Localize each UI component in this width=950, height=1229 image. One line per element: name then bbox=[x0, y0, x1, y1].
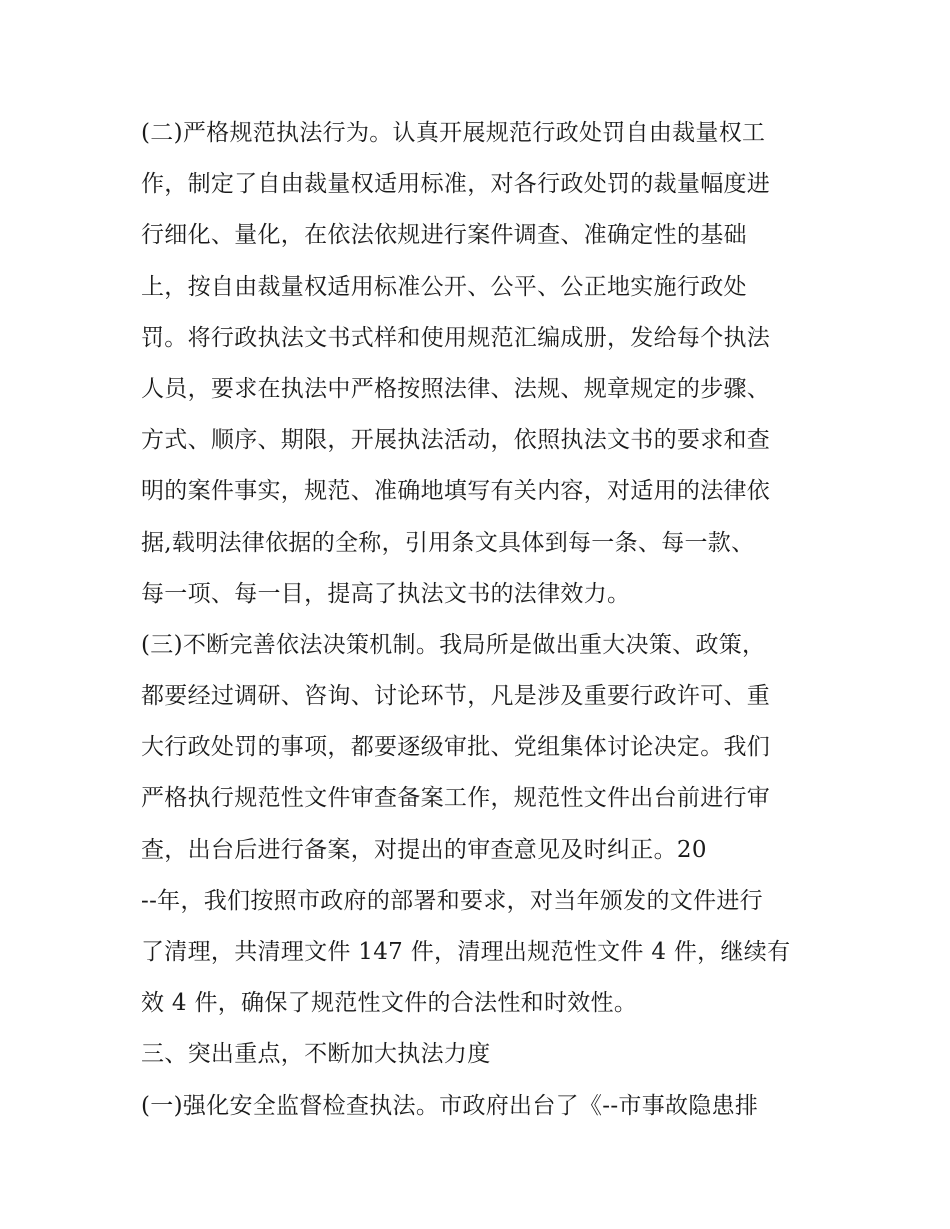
text-line: (三)不断完善依法决策机制。我局所是做出重大决策、政策， bbox=[141, 631, 766, 658]
text-line: 据,载明法律依据的全称，引用条文具体到每一条、每一款、 bbox=[141, 529, 755, 556]
text-line: 效 4 件，确保了规范性文件的合法性和时效性。 bbox=[141, 990, 638, 1017]
text-line: 上，按自由裁量权适用标准公开、公平、公正地实施行政处 bbox=[141, 273, 747, 300]
text-line: (一)强化安全监督检查执法。市政府出台了《--市事故隐患排 bbox=[141, 1092, 759, 1119]
text-line: --年，我们按照市政府的部署和要求，对当年颁发的文件进行 bbox=[141, 887, 763, 914]
text-line: 方式、顺序、期限，开展执法活动，依照执法文书的要求和查 bbox=[141, 427, 771, 454]
text-line: 查，出台后进行备案，对提出的审查意见及时纠正。20 bbox=[141, 836, 707, 863]
text-line: 都要经过调研、咨询、讨论环节，凡是涉及重要行政许可、重 bbox=[141, 683, 771, 710]
text-line: 作，制定了自由裁量权适用标准，对各行政处罚的裁量幅度进 bbox=[141, 171, 771, 198]
section-heading: 三、突出重点，不断加大执法力度 bbox=[141, 1041, 491, 1068]
text-line: 严格执行规范性文件审查备案工作，规范性文件出台前进行审 bbox=[141, 785, 771, 812]
text-line: (二)严格规范执法行为。认真开展规范行政处罚自由裁量权工 bbox=[141, 120, 766, 146]
text-line: 明的案件事实，规范、准确地填写有关内容，对适用的法律依 bbox=[141, 478, 771, 505]
text-line: 罚。将行政执法文书式样和使用规范汇编成册，发给每个执法 bbox=[141, 324, 771, 351]
text-line: 人员，要求在执法中严格按照法律、法规、规章规定的步骤、 bbox=[141, 375, 771, 402]
body-text bbox=[141, 108, 841, 1132]
text-line: 大行政处罚的事项，都要逐级审批、党组集体讨论决定。我们 bbox=[141, 734, 771, 761]
text-line: 每一项、每一目，提高了执法文书的法律效力。 bbox=[141, 580, 631, 607]
text-line: 行细化、量化，在依法依规进行案件调查、准确定性的基础 bbox=[141, 222, 747, 249]
text-line: 了清理，共清理文件 147 件，清理出规范性文件 4 件，继续有 bbox=[141, 939, 791, 965]
